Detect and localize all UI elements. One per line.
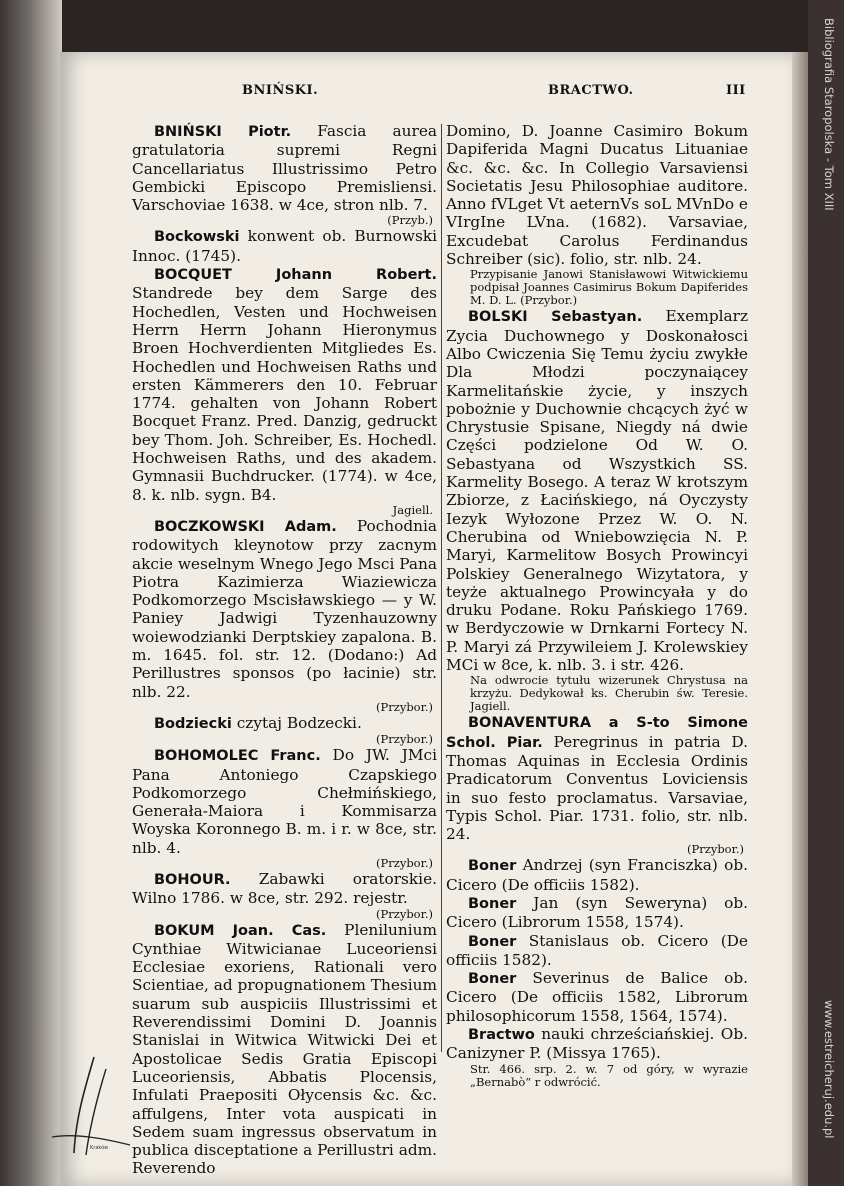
entry-source: (Przybor.) (376, 906, 433, 921)
entry-heading: Bractwo (468, 1027, 535, 1044)
bibliography-entry (446, 932, 748, 970)
bibliography-entry (132, 714, 437, 746)
page-edge (792, 52, 808, 1186)
entry-text: Severinus de Balice ob. Cicero (De officiis 1582, Librorum philosophicorum 1558, 1564, 1574). (446, 969, 748, 1025)
bibliography-entry (132, 517, 437, 714)
book-spine-edge (0, 0, 62, 1186)
entry-heading: BOCQUET Johann Robert. (154, 267, 437, 284)
running-head-left: BNIŃSKI. (242, 83, 319, 98)
bibliography-entry (132, 265, 437, 517)
bibliography-entry (446, 1025, 748, 1063)
bibliography-entry (132, 227, 437, 265)
entry-heading: Bodziecki (154, 715, 232, 732)
entry-heading: BNIŃSKI Piotr. (154, 124, 292, 140)
entry-source: (Przyb.) (387, 213, 433, 228)
entry-heading: Boner (468, 971, 517, 988)
bibliography-entry (132, 921, 437, 1178)
bibliography-entry (132, 122, 437, 227)
column-divider (441, 124, 442, 1052)
bibliography-entry (132, 870, 437, 921)
entry-source: (Przybor.) (376, 699, 433, 714)
entry-source: (Przybor.) (687, 842, 744, 857)
signature-stamp (46, 1055, 134, 1159)
entry-heading: BOKUM Joan. Cas. (154, 922, 327, 939)
entry-text: Standrede bey dem Sarge des Hochedlen, Vesten und Hochweisen Herrn Herrn Johann Hieronymus Broen Hochverdienten Mitgliedes Es. Hochedlen und Hochweisen Raths und ersten Kämmerers den 10. Februar 1774. gehalten von Johann Robert Bocquet Franz. Pred. Danzig, gedruckt bey Thom. Joh. Schreiber, Es. Hochedl. Hochweisen Raths, und des akadem. Gymnasii Buchdrucker. (1774). w 4ce, 8. k. nlb. sygn. B4. (132, 284, 437, 504)
entry-note: Str. 466. srp. 2. w. 7 od góry, w wyrazie „Bernabò“ r odwrócić. (470, 1061, 748, 1089)
left-column (132, 122, 437, 1178)
bibliography-entry (446, 307, 748, 674)
bibliography-entry (446, 713, 748, 856)
entry-heading: Boner (468, 858, 517, 875)
entry-text: Pochodnia rodowitych kleynotow przy zacnym akcie weselnym Wnego Jego Msci Pana Piotra Kazimierza Wiaziewicza Podkomorzego Mscisławskiego — y W. Paniey Jadwigi Tyzenhauzowny woiewodzianki Derptskiey zapalona. B. m. 1645. fol. str. 12. (Dodano:) Ad Perillustres sponsos (po łacinie) str. nlb. 22. (132, 516, 437, 701)
entry-heading: Bockowski (154, 229, 240, 246)
entry-heading: BOCZKOWSKI Adam. (154, 518, 337, 535)
entry-text: nauki chrześciańskiej. Ob. Canizyner P. (Missya 1765). (446, 1025, 748, 1063)
entry-heading: BOLSKI Sebastyan. (468, 309, 643, 326)
entry-heading: BOHOUR. (154, 871, 231, 888)
entry-note: Przypisanie Janowi Stanisławowi Witwickiemu podpisał Joannes Casimirus Bokum Dapiferides M. D. L. (Przybor.) (470, 267, 748, 308)
right-column (446, 122, 748, 1089)
side-url-text: www.estreicheruj.edu.pl (822, 1000, 836, 1139)
bibliography-entry (446, 894, 748, 932)
entry-text: Zabawki oratorskie. Wilno 1786. w 8ce, str. 292. rejestr. (132, 869, 437, 908)
page-number: III (726, 83, 746, 98)
entry-text: konwent ob. Burnowski Innoc. (1745). (132, 227, 437, 265)
entry-text: Exemplarz Zycia Duchownego y Doskonałosci Albo Cwiczenia Się Temu życiu zwykłe Dla Młodzi poczynaiącey Karmelitańskie życie, y inszych pobożnie y Duchownie chcących żyć w Chrystusie Spisane, Niegdy ná dwie Części podzielone Od W. O. Sebastyana od Wszystkich SS. Karmelity Bosego. A teraz W krotszym Zbiorze, z Łacińskiego, ná Oyczysty Iezyk Wyłozone Przez W. O. N. Cherubina od Wniebowzięcia N. P. Maryi, Karmelitow Bosych Prowincyi Polskiey Generalnego Wizytatora, y teyże aktualnego Prowincyała y do druku Podane. Roku Pańskiego 1769. w Berdyczowie w Drnkarni Fortecy N. P. Maryi zá Przywileiem J. Krolewskiey MCi w 8ce, k. nlb. 3. i str. 426. (446, 307, 749, 675)
bibliography-entry (446, 856, 748, 894)
entry-heading: Boner (468, 895, 517, 912)
entry-text: Domino, D. Joanne Casimiro Bokum Dapiferida Magni Ducatus Lituaniae &c. &c. &c. In Collegio Varsaviensi Societatis Jesu Philosophiae auditore. Anno fVLget Vt aeternVs soL MVnDo e VIrgIne LVna. (1682). Varsaviae, Excudebat Carolus Ferdinandus Schreiber (sic). folio, str. nlb. 24. (446, 122, 748, 269)
entry-text: Stanislaus ob. Cicero (De officiis 1582). (446, 931, 748, 969)
entry-heading: Boner (468, 933, 517, 950)
running-head-center: BRACTWO. (548, 83, 634, 98)
entry-text: czytaj Bodzecki. (231, 713, 362, 732)
bibliography-entry (446, 122, 748, 268)
entry-text: Plenilunium Cynthiae Witwicianae Luceoriensi Ecclesiae exoriens, Rationali vero Scientiae, ad propugnationem Thesium suarum sub auspiciis Illustrissimi et Reverendissimi Domini D. Joannis Stanislai in Witwica Witwicki Dei et Apostolicae Sedis Gratia Episcopi Luceoriensis, Abbatis Plocensis, Infulati Praepositi Ołycensis &c. &c. affulgens, Inter vota auspicati in Sedem suam ingressus observatum in publica disceptatione a Perillustri adm. Reverendo (132, 920, 438, 1178)
bibliography-entry (132, 746, 437, 870)
bibliography-entry (446, 969, 748, 1025)
side-title-text: Bibliografia Staropolska - Tom XIII (822, 18, 836, 211)
entry-text: Andrzej (syn Franciszka) ob. Cicero (De officiis 1582). (446, 856, 748, 894)
entry-heading: BONAVENTURA a S-to Simone Schol. Piar. (446, 715, 748, 751)
entry-text: Peregrinus in patria D. Thomas Aquinas in Ecclesia Ordinis Pradicatorum Conventus Loviciensis in suo festo proclamatus. Varsaviae, Typis Schol. Piar. 1731. folio, str. nlb. 24. (446, 732, 749, 844)
entry-text: Fascia aurea gratulatoria supremi Regni Cancellariatus Illustrissimo Petro Gembicki Episcopo Premisliensi. Varschoviae 1638. w 4ce, stron nlb. 7. (132, 122, 437, 215)
entry-heading: BOHOMOLEC Franc. (154, 748, 321, 765)
entry-text: Do JW. JMci Pana Antoniego Czapskiego Podkomorzego Chełmińskiego, Generała-Maiora i Kommisarza Woyska Koronnego B. m. i r. w 8ce, str. nlb. 4. (132, 746, 437, 857)
signature-caption: Kraków (90, 1145, 109, 1151)
entry-note: Na odwrocie tytułu wizerunek Chrystusa na krzyżu. Dedykował ks. Cherubin św. Teresie. Jagiell. (470, 673, 748, 714)
entry-source: Jagiell. (392, 502, 433, 517)
entry-source: (Przybor.) (376, 855, 433, 870)
entry-text: Jan (syn Seweryna) ob. Cicero (Librorum 1558, 1574). (446, 893, 748, 932)
entry-source: (Przybor.) (376, 732, 433, 747)
